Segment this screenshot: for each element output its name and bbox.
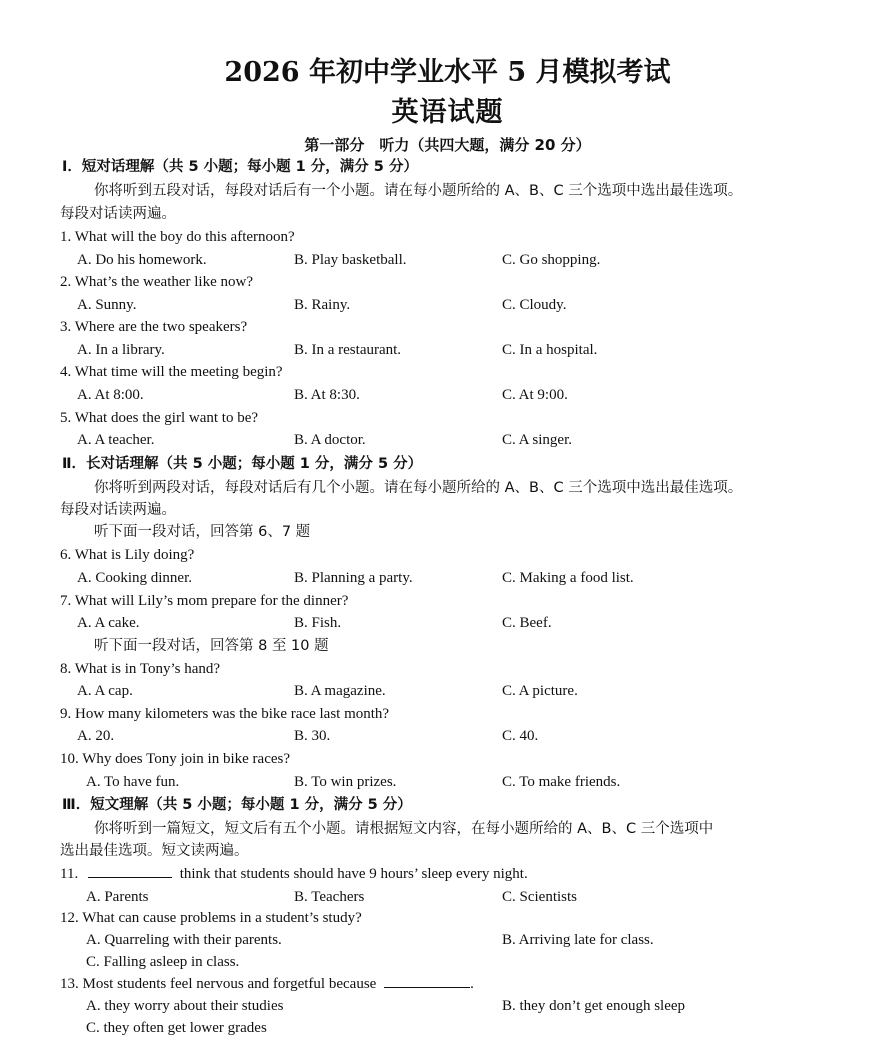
section-instruction: 每段对话读两遍。 [60,206,176,222]
section-heading-2: Ⅱ．长对话理解（共 5 小题；每小题 1 分，满分 5 分） [62,456,423,472]
part-title: 第一部分 听力（共四大题，满分 20 分） [304,136,591,154]
question-stem: 4. What time will the meeting begin? [60,364,283,380]
dialogue-note: 听下面一段对话，回答第 8 至 10 题 [94,638,329,654]
question-stem: 10. Why does Tony join in bike races? [60,751,291,767]
option-a: A. Quarreling with their parents. [86,932,282,948]
option-c: C. they often get lower grades [86,1020,267,1036]
answer-blank [384,987,470,988]
answer-blank [88,877,172,878]
option-c: C. Cloudy. [502,297,567,313]
option-c: C. 40. [502,728,539,744]
section-instruction: 你将听到五段对话，每段对话后有一个小题。请在每小题所给的 A、B、C 三个选项中选出最佳选项。 [94,183,743,199]
option-b: B. Planning a party. [294,570,413,586]
question-text: think that students should have 9 hours’ sleep every night. [179,866,528,882]
question-stem: 3. Where are the two speakers? [60,319,248,335]
option-c: C. Falling asleep in class. [86,954,240,970]
question-stem [60,974,474,994]
option-b: B. Play basketball. [294,252,407,268]
option-b: B. Fish. [294,615,342,631]
option-a: A. Cooking dinner. [77,570,192,586]
option-b: B. Arriving late for class. [502,932,654,948]
option-a: A. A teacher. [77,432,155,448]
question-number: 11. [60,866,79,882]
section-instruction: 你将听到两段对话，每段对话后有几个小题。请在每小题所给的 A、B、C 三个选项中选出最佳选项。 [94,480,743,496]
question-stem: 12. What can cause problems in a student’s study? [60,910,362,926]
question-stem: 8. What is in Tony’s hand? [60,661,221,677]
option-a: A. To have fun. [86,774,180,790]
option-a: A. A cake. [77,615,140,631]
question-stem [60,864,528,884]
option-a: A. Parents [86,889,149,905]
option-a: A. In a library. [77,342,165,358]
option-a: A. they worry about their studies [86,998,284,1014]
option-c: C. At 9:00. [502,387,568,403]
option-c: C. Scientists [502,889,578,905]
option-b: B. Rainy. [294,297,351,313]
question-stem: 9. How many kilometers was the bike race last month? [60,706,390,722]
option-a: A. At 8:00. [77,387,144,403]
option-c: C. In a hospital. [502,342,598,358]
option-a: A. Do his homework. [77,252,207,268]
option-c: C. To make friends. [502,774,621,790]
dialogue-note: 听下面一段对话，回答第 6、7 题 [94,524,311,540]
section-heading-3: Ⅲ．短文理解（共 5 小题；每小题 1 分，满分 5 分） [62,797,412,813]
option-b: B. In a restaurant. [294,342,402,358]
option-c: C. Beef. [502,615,552,631]
question-stem: 7. What will Lily’s mom prepare for the dinner? [60,593,349,609]
option-b: B. 30. [294,728,331,744]
question-punctuation: . [470,976,474,992]
section-instruction: 每段对话读两遍。 [60,502,176,518]
section-instruction: 你将听到一篇短文，短文后有五个小题。请根据短文内容，在每小题所给的 A、B、C 三个选项中 [94,821,714,837]
option-a: A. 20. [77,728,115,744]
question-stem: 6. What is Lily doing? [60,547,195,563]
exam-title: 2026 年初中学业水平 5 月模拟考试 [224,57,671,88]
question-stem: 2. What’s the weather like now? [60,274,253,290]
option-b: B. they don’t get enough sleep [502,998,686,1014]
question-stem: 5. What does the girl want to be? [60,410,259,426]
question-stem: 1. What will the boy do this afternoon? [60,229,295,245]
question-text: 13. Most students feel nervous and forgetful because [60,976,377,992]
option-c: C. Go shopping. [502,252,601,268]
option-b: B. To win prizes. [294,774,397,790]
option-b: B. Teachers [294,889,365,905]
option-a: A. A cap. [77,683,133,699]
option-b: B. At 8:30. [294,387,360,403]
option-c: C. A singer. [502,432,573,448]
option-b: B. A magazine. [294,683,386,699]
option-b: B. A doctor. [294,432,366,448]
section-heading-1: Ⅰ．短对话理解（共 5 小题；每小题 1 分，满分 5 分） [62,159,418,175]
option-a: A. Sunny. [77,297,137,313]
option-c: C. Making a food list. [502,570,634,586]
section-instruction: 选出最佳选项。短文读两遍。 [60,843,249,859]
exam-subtitle: 英语试题 [391,97,504,128]
option-c: C. A picture. [502,683,578,699]
